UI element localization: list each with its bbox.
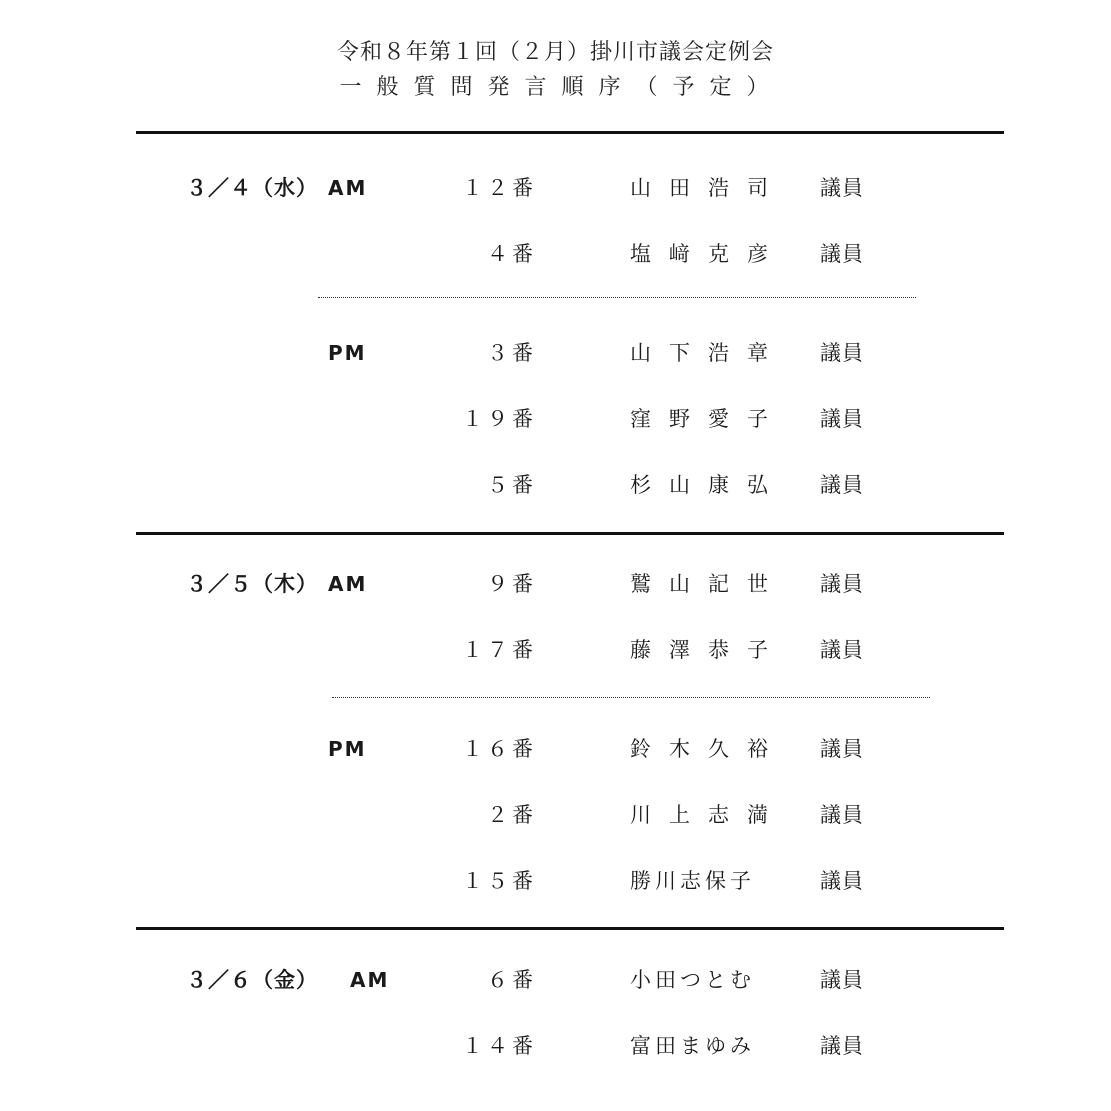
member-number: ２番 [487,803,537,827]
schedule-row [0,467,1111,503]
member-number: ５番 [487,473,537,497]
schedule-row [0,731,1111,767]
member-number: １５番 [462,869,537,893]
member-title: 議員 [820,572,864,596]
session-divider [332,697,930,698]
member-title: 議員 [820,473,864,497]
member-name: 窪野愛子 [630,407,786,431]
member-number: ３番 [487,341,537,365]
session-label: AM [328,572,368,596]
member-title: 議員 [820,737,864,761]
member-title: 議員 [820,869,864,893]
member-name: 富田まゆみ [630,1034,755,1058]
member-number: ９番 [487,572,537,596]
schedule-row [0,797,1111,833]
member-title: 議員 [820,242,864,266]
member-title: 議員 [820,341,864,365]
member-title: 議員 [820,638,864,662]
member-title: 議員 [820,407,864,431]
session-label: AM [350,968,390,992]
schedule-row [0,962,1111,998]
member-title: 議員 [820,1034,864,1058]
member-number: １２番 [462,176,537,200]
member-title: 議員 [820,968,864,992]
schedule-row [0,170,1111,206]
member-number: １６番 [462,737,537,761]
document-title: 令和８年第１回（２月）掛川市議会定例会 [336,40,774,65]
member-title: 議員 [820,803,864,827]
member-name: 鈴木久裕 [630,737,786,761]
schedule-row [0,401,1111,437]
schedule-row [0,1028,1111,1064]
member-number: ４番 [487,242,537,266]
member-number: １４番 [462,1034,537,1058]
member-number: １９番 [462,407,537,431]
member-name: 山下浩章 [630,341,786,365]
member-name: 藤澤恭子 [630,638,786,662]
session-label: PM [328,341,367,365]
day-divider [136,131,1004,134]
day-divider [136,927,1004,930]
session-label: PM [328,737,367,761]
day-date: ３／６（金） [186,968,318,992]
member-title: 議員 [820,176,864,200]
member-number: ６番 [487,968,537,992]
member-number: １７番 [462,638,537,662]
member-name: 山田浩司 [630,176,786,200]
member-name: 杉山康弘 [630,473,786,497]
schedule-row [0,632,1111,668]
session-divider [318,297,916,298]
schedule-row [0,335,1111,371]
member-name: 勝川志保子 [630,869,755,893]
day-date: ３／４（水） [186,176,318,200]
session-label: AM [328,176,368,200]
schedule-row [0,863,1111,899]
member-name: 川上志満 [630,803,786,827]
day-divider [136,532,1004,535]
member-name: 塩﨑克彦 [630,242,786,266]
schedule-row [0,566,1111,602]
member-name: 小田つとむ [630,968,755,992]
document-subtitle: 一般質問発言順序（予定） [339,75,784,100]
schedule-row [0,236,1111,272]
member-name: 鷲山記世 [630,572,786,596]
day-date: ３／５（木） [186,572,318,596]
